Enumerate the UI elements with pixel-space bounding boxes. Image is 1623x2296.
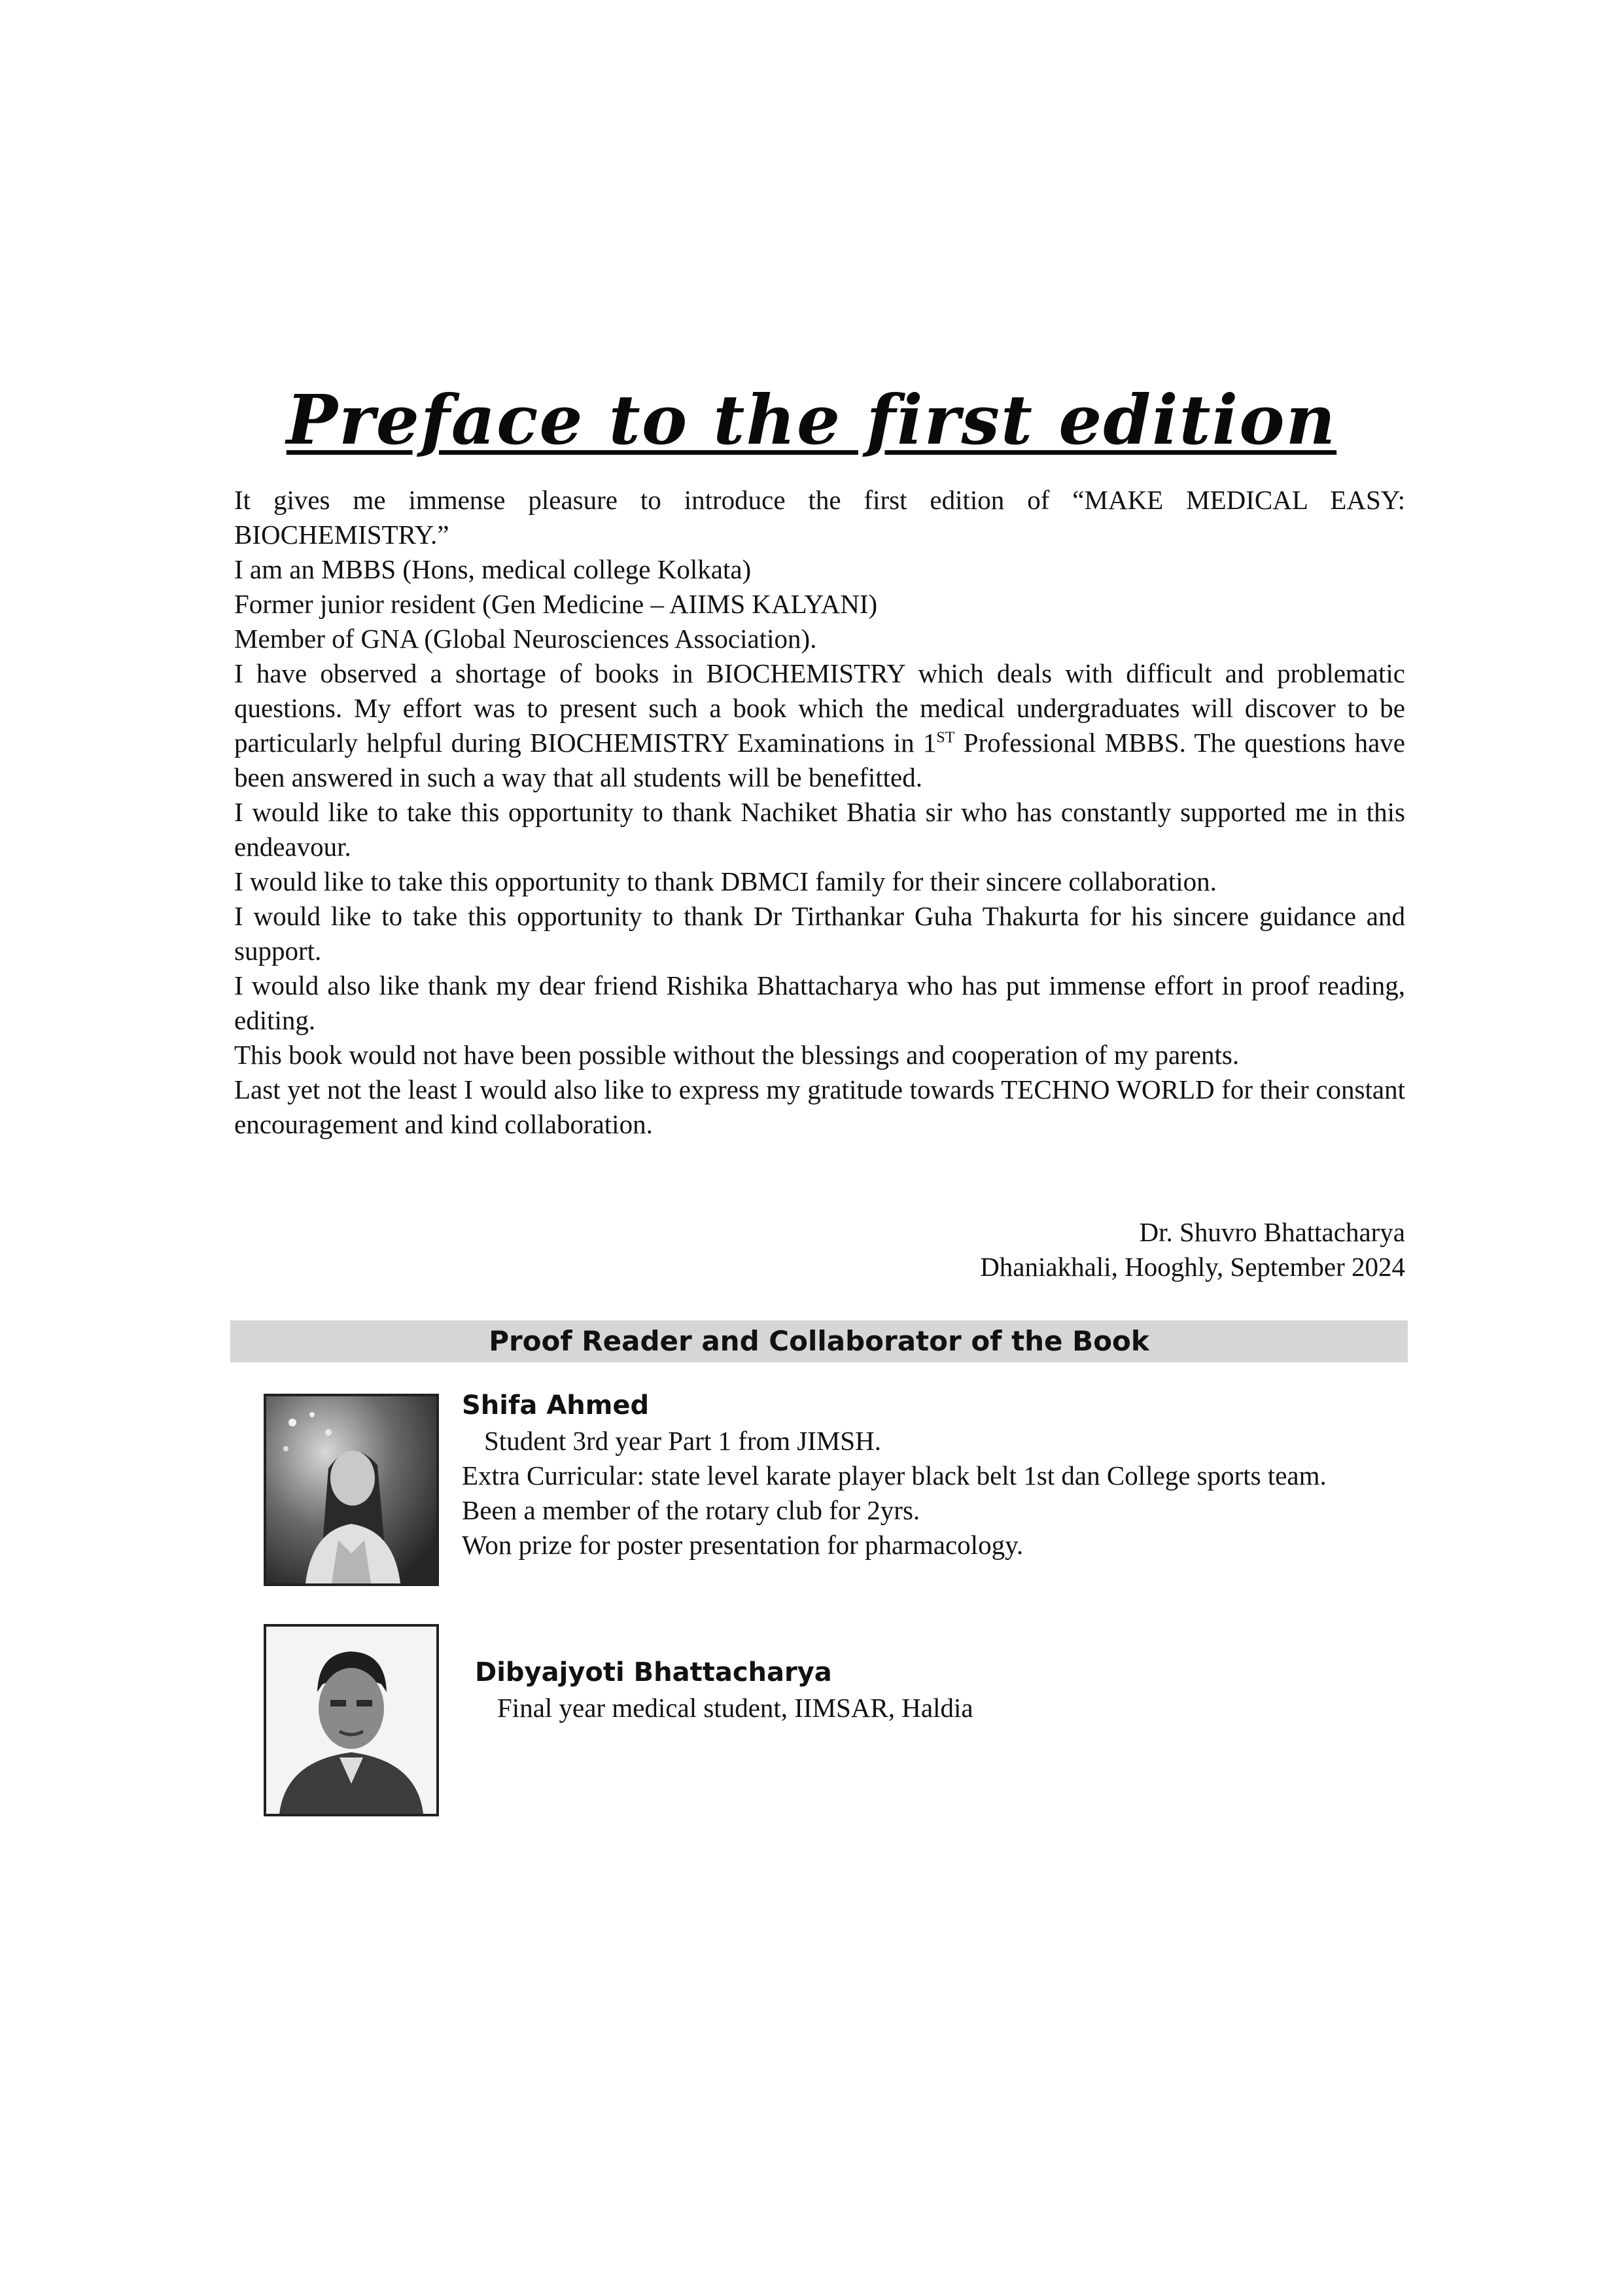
- person-detail-line: Extra Curricular: state level karate player black belt 1st dan College sports team.: [462, 1460, 1327, 1491]
- section-heading: Proof Reader and Collaborator of the Book: [230, 1320, 1408, 1362]
- person-details: [462, 1424, 1378, 1563]
- preface-paragraph: Last yet not the least I would also like to express my gratitude towards TECHNO WORLD for their constant encouragement and kind collaboration.: [234, 1074, 1405, 1139]
- person-name: Shifa Ahmed: [462, 1390, 650, 1421]
- signature-block: [785, 1215, 1405, 1284]
- signature-place-date: Dhaniakhali, Hooghly, September 2024: [980, 1252, 1405, 1282]
- preface-body: [234, 483, 1405, 1142]
- preface-paragraph: I would also like thank my dear friend Rishika Bhattacharya who has put immense effort in proof reading, editing.: [234, 970, 1405, 1035]
- page-title: Preface to the first edition: [286, 380, 1337, 460]
- preface-paragraph: I would like to take this opportunity to thank Nachiket Bhatia sir who has constantly supported me in this endeavour.: [234, 797, 1405, 862]
- person-name: Dibyajyoti Bhattacharya: [475, 1657, 832, 1687]
- preface-paragraph: This book would not have been possible without the blessings and cooperation of my parents.: [234, 1040, 1240, 1070]
- preface-text: I have observed a shortage of books in BIOCHEMISTRY which deals with difficult and problematic questions. My effort was to present such a book which the medical undergraduates will discover to be particularly helpful during BIOCHEMISTRY Examinations in 1: [234, 658, 1405, 758]
- preface-paragraph: Former junior resident (Gen Medicine – AIIMS KALYANI): [234, 589, 878, 619]
- preface-text: Professional MBBS. The questions have been answered in such a way that all students will be benefitted.: [234, 728, 1406, 792]
- signature-name: Dr. Shuvro Bhattacharya: [1139, 1217, 1405, 1247]
- preface-paragraph: Member of GNA (Global Neurosciences Association).: [234, 624, 817, 654]
- person-detail-line: Student 3rd year Part 1 from JIMSH.: [484, 1426, 881, 1456]
- preface-paragraph: I am an MBBS (Hons, medical college Kolkata): [234, 554, 752, 584]
- person-detail-line: Won prize for poster presentation for pharmacology.: [462, 1530, 1024, 1560]
- portrait-photo-icon: [264, 1624, 439, 1816]
- person-detail-line: Final year medical student, IIMSAR, Haldia: [497, 1693, 973, 1723]
- preface-paragraph-exams: [234, 656, 1405, 795]
- preface-paragraph: I would like to take this opportunity to thank Dr Tirthankar Guha Thakurta for his sincere guidance and support.: [234, 901, 1405, 966]
- superscript-st: ST: [936, 729, 955, 747]
- preface-paragraph: I would like to take this opportunity to thank DBMCI family for their sincere collaboration.: [234, 866, 1217, 896]
- preface-paragraph: It gives me immense pleasure to introduce the first edition of “MAKE MEDICAL EASY: BIOCHEMISTRY.”: [234, 485, 1405, 550]
- portrait-photo-icon: [264, 1394, 439, 1586]
- person-details: [475, 1691, 1391, 1725]
- person-detail-line: Been a member of the rotary club for 2yrs.: [462, 1495, 920, 1525]
